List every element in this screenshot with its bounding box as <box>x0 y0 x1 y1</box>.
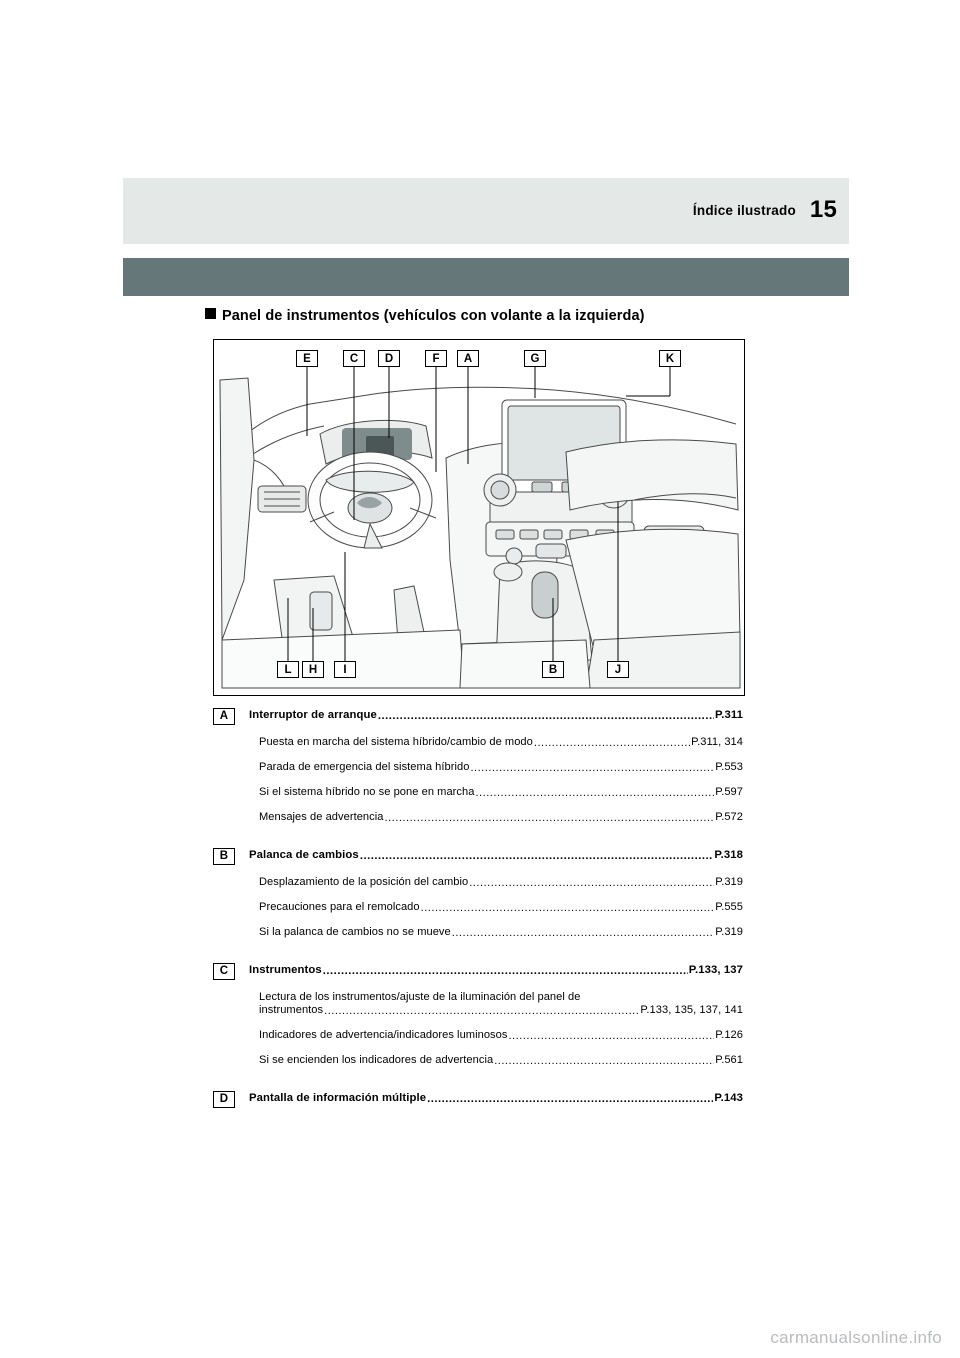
sub-entry <box>259 1054 743 1068</box>
entry-tag-c: C <box>213 963 235 980</box>
callout-K: K <box>659 350 681 367</box>
leader-dots <box>469 876 714 890</box>
callout-I: I <box>334 661 356 678</box>
entry-tag-a: A <box>213 708 235 725</box>
sub-entry-page[interactable]: P.319 <box>715 876 743 888</box>
callout-J: J <box>607 661 629 678</box>
sub-entry <box>259 901 743 915</box>
leader-dots <box>385 811 715 825</box>
callout-H: H <box>302 661 324 678</box>
entry-label-b: Palanca de cambios <box>249 849 359 861</box>
index-entry-a <box>213 709 743 725</box>
entry-page-a[interactable]: P.311 <box>715 709 743 721</box>
sub-entry-label: Desplazamiento de la posición del cambio <box>259 876 469 888</box>
leader-dots <box>421 901 715 915</box>
leader-dots <box>452 926 714 940</box>
sub-entry-label-line2: instrumentos <box>259 1004 324 1016</box>
site-watermark: carmanualsonline.info <box>770 1328 942 1347</box>
section-title-text: Panel de instrumentos (vehículos con volante a la izquierda) <box>222 308 645 324</box>
leader-dots <box>494 1054 714 1068</box>
sub-entry-page[interactable]: P.597 <box>715 786 743 798</box>
sub-entry <box>259 761 743 775</box>
sub-entry-page[interactable]: P.319 <box>715 926 743 938</box>
section-title <box>205 308 645 324</box>
sub-entry-label: Si se encienden los indicadores de advertencia <box>259 1054 494 1066</box>
leader-dots <box>475 786 714 800</box>
callout-B: B <box>542 661 564 678</box>
leader-dots <box>534 736 690 750</box>
sub-entry-page[interactable]: P.553 <box>715 761 743 773</box>
callout-L: L <box>277 661 299 678</box>
entry-tag-b: B <box>213 848 235 865</box>
index-entry-list <box>213 703 743 1108</box>
sub-entry <box>259 736 743 750</box>
page-title <box>111 196 837 224</box>
callout-A: A <box>457 350 479 367</box>
sub-entry-label: Indicadores de advertencia/indicadores luminosos <box>259 1029 508 1041</box>
callout-G: G <box>524 350 546 367</box>
callout-E: E <box>296 350 318 367</box>
leader-dots <box>508 1029 714 1043</box>
sub-entry <box>259 811 743 825</box>
sub-entry-page[interactable]: P.572 <box>715 811 743 823</box>
sub-entry-label: Parada de emergencia del sistema híbrido <box>259 761 470 773</box>
entry-tag-d: D <box>213 1091 235 1108</box>
sub-entry-label: Lectura de los instrumentos/ajuste de la iluminación del panel de <box>259 991 581 1003</box>
entry-label-d: Pantalla de información múltiple <box>249 1092 427 1104</box>
entry-label-a: Interruptor de arranque <box>249 709 377 721</box>
sub-entry <box>259 926 743 940</box>
page-number: 15 <box>809 196 837 223</box>
sub-entry-page[interactable]: P.561 <box>715 1054 743 1066</box>
entry-page-d[interactable]: P.143 <box>714 1092 743 1104</box>
sub-entry <box>259 991 743 1018</box>
sub-entry-label: Si el sistema híbrido no se pone en marcha <box>259 786 475 798</box>
sub-entry-page[interactable]: P.311, 314 <box>691 736 743 748</box>
sub-entry <box>259 876 743 890</box>
sub-entry-label: Precauciones para el remolcado <box>259 901 420 913</box>
entry-label-c: Instrumentos <box>249 964 322 976</box>
sub-entry-label: Mensajes de advertencia <box>259 811 384 823</box>
callout-C: C <box>343 350 365 367</box>
leader-dots <box>427 1092 713 1106</box>
callout-D: D <box>378 350 400 367</box>
bullet-square-icon <box>205 308 216 319</box>
leader-dots <box>323 964 688 978</box>
leader-dots <box>324 1004 639 1018</box>
sub-entry <box>259 786 743 800</box>
leader-dots <box>360 849 714 863</box>
sub-entry-page[interactable]: P.133, 135, 137, 141 <box>640 1004 743 1016</box>
sub-entry-label: Si la palanca de cambios no se mueve <box>259 926 451 938</box>
index-entry-b <box>213 849 743 865</box>
sub-entry <box>259 1029 743 1043</box>
sub-entry-label: Puesta en marcha del sistema híbrido/cambio de modo <box>259 736 533 748</box>
entry-page-c[interactable]: P.133, 137 <box>688 964 743 976</box>
header-title-text: Índice ilustrado <box>692 203 796 218</box>
dashboard-illustration <box>213 339 745 696</box>
callout-F: F <box>425 350 447 367</box>
entry-page-b[interactable]: P.318 <box>714 849 743 861</box>
header-rule <box>123 258 849 296</box>
index-entry-d <box>213 1092 743 1108</box>
sub-entry-page[interactable]: P.555 <box>715 901 743 913</box>
sub-entry-page[interactable]: P.126 <box>715 1029 743 1041</box>
leader-dots <box>378 709 714 723</box>
leader-dots <box>470 761 714 775</box>
index-entry-c <box>213 964 743 980</box>
